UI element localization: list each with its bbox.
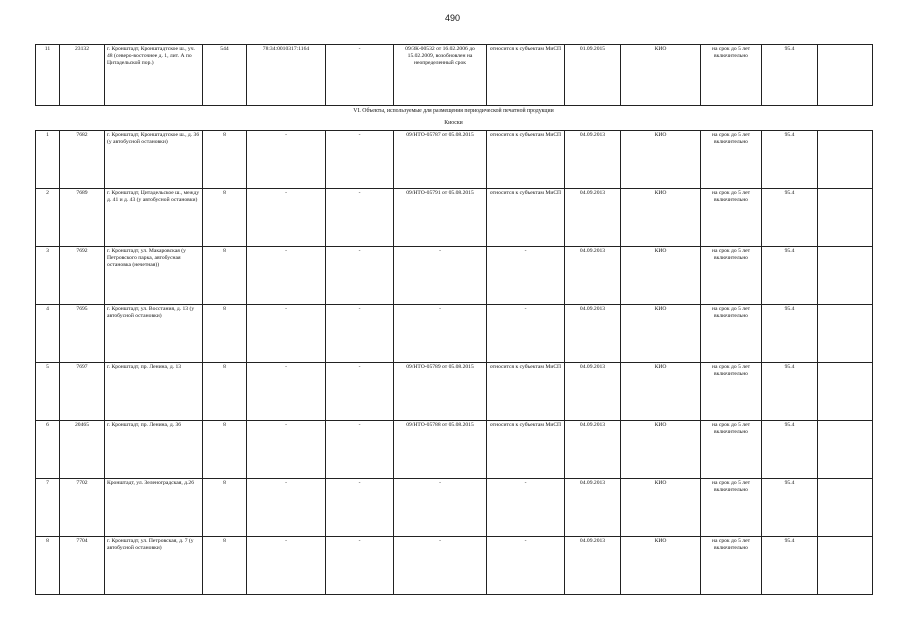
- cell-zone: 95.4: [762, 537, 818, 595]
- cell-term: на срок до 5 лет включительно: [701, 537, 762, 595]
- cell-status: относится к субъектам МиСП: [487, 421, 565, 479]
- cell-term: на срок до 5 лет включительно: [701, 45, 762, 106]
- cell-col6: -: [326, 247, 394, 305]
- cell-address: г. Кронштадт, Кронштадтское ш., уч. 48 (северо-восточнее д. 1, лит. А по Цитадельской пор.): [105, 45, 203, 106]
- cell-area: 8: [203, 363, 247, 421]
- table-row: [36, 247, 873, 305]
- table-row: [36, 421, 873, 479]
- cell-org: КИО: [621, 479, 701, 537]
- cell-id: 7697: [60, 363, 105, 421]
- cell-num: 6: [36, 421, 60, 479]
- table-row: [36, 131, 873, 189]
- cell-term: на срок до 5 лет включительно: [701, 305, 762, 363]
- cell-doc: 09/НТО-05789 от 05.08.2015: [394, 363, 487, 421]
- cell-date: 04.09.2013: [565, 131, 621, 189]
- cell-date: 01.09.2015: [565, 45, 621, 106]
- cell-zone: 95.4: [762, 421, 818, 479]
- cell-col6: -: [326, 305, 394, 363]
- cell-area: 8: [203, 537, 247, 595]
- cell-org: КИО: [621, 45, 701, 106]
- cell-org: КИО: [621, 363, 701, 421]
- cell-date: 04.09.2013: [565, 305, 621, 363]
- cell-date: 04.09.2013: [565, 189, 621, 247]
- cell-col6: -: [326, 131, 394, 189]
- cell-zone: 95.4: [762, 45, 818, 106]
- cell-address: Кронштадт, ул. Зеленоградская, д.26: [105, 479, 203, 537]
- cell-area: 8: [203, 247, 247, 305]
- cell-address: г. Кронштадт, ул. Петровская, д. 7 (у автобусной остановки): [105, 537, 203, 595]
- table-row: [36, 537, 873, 595]
- cell-zone: 95.4: [762, 247, 818, 305]
- table-row: [36, 363, 873, 421]
- cell-id: 7704: [60, 537, 105, 595]
- cell-num: 1: [36, 131, 60, 189]
- cell-area: 8: [203, 421, 247, 479]
- cell-date: 04.09.2013: [565, 363, 621, 421]
- cell-last: [818, 363, 873, 421]
- cell-doc: -: [394, 305, 487, 363]
- cell-org: КИО: [621, 131, 701, 189]
- main-table: [35, 130, 873, 595]
- cell-num: 3: [36, 247, 60, 305]
- cell-doc: -: [394, 247, 487, 305]
- cell-num: 8: [36, 537, 60, 595]
- cell-last: [818, 305, 873, 363]
- cell-col6: -: [326, 421, 394, 479]
- cell-last: [818, 479, 873, 537]
- cell-id: 7695: [60, 305, 105, 363]
- cell-col6: -: [326, 479, 394, 537]
- cell-term: на срок до 5 лет включительно: [701, 363, 762, 421]
- cell-status: -: [487, 305, 565, 363]
- cell-num: 2: [36, 189, 60, 247]
- table-row: [36, 479, 873, 537]
- section-subtitle: Киоски: [444, 120, 463, 126]
- cell-address: г. Кронштадт, Цитадельское ш., между д. 41 и д. 43 (у автобусной остановки): [105, 189, 203, 247]
- cell-status: относится к субъектам МиСП: [487, 131, 565, 189]
- cell-org: КИО: [621, 537, 701, 595]
- cell-last: [818, 537, 873, 595]
- cell-area: 8: [203, 305, 247, 363]
- cell-status: -: [487, 537, 565, 595]
- cell-term: на срок до 5 лет включительно: [701, 131, 762, 189]
- cell-status: -: [487, 247, 565, 305]
- cell-cadastre: -: [247, 247, 326, 305]
- cell-col6: -: [326, 537, 394, 595]
- cell-zone: 95.4: [762, 363, 818, 421]
- cell-doc: 09/НТО-05787 от 05.08.2015: [394, 131, 487, 189]
- cell-org: КИО: [621, 189, 701, 247]
- cell-zone: 95.4: [762, 131, 818, 189]
- cell-zone: 95.4: [762, 479, 818, 537]
- cell-term: на срок до 5 лет включительно: [701, 421, 762, 479]
- cell-last: [818, 247, 873, 305]
- cell-id: 7692: [60, 247, 105, 305]
- cell-cadastre: -: [247, 131, 326, 189]
- cell-date: 04.09.2013: [565, 537, 621, 595]
- cell-address: г. Кронштадт, Кронштадтское ш., д. 36 (у автобусной остановки): [105, 131, 203, 189]
- cell-address: г. Кронштадт, ул. Макаровская (у Петровского парка, автобусная остановка (нечетная)): [105, 247, 203, 305]
- cell-num: 4: [36, 305, 60, 363]
- cell-date: 04.09.2013: [565, 479, 621, 537]
- cell-area: 544: [203, 45, 247, 106]
- cell-address: г. Кронштадт, ул. Восстания, д. 13 (у автобусной остановки): [105, 305, 203, 363]
- cell-doc: 09/ЗК-00532 от 16.02.2006 до 15.02.2009, возобновлен на неопределенный срок: [394, 45, 487, 106]
- cell-last: [818, 189, 873, 247]
- cell-cadastre: -: [247, 479, 326, 537]
- cell-area: 8: [203, 131, 247, 189]
- cell-col6: -: [326, 189, 394, 247]
- cell-doc: -: [394, 537, 487, 595]
- cell-zone: 95.4: [762, 189, 818, 247]
- cell-status: относится к субъектам МиСП: [487, 45, 565, 106]
- cell-cadastre: -: [247, 421, 326, 479]
- cell-last: [818, 45, 873, 106]
- cell-cadastre: -: [247, 537, 326, 595]
- cell-term: на срок до 5 лет включительно: [701, 189, 762, 247]
- cell-last: [818, 421, 873, 479]
- cell-status: относится к субъектам МиСП: [487, 363, 565, 421]
- table-row: [36, 189, 873, 247]
- cell-term: на срок до 5 лет включительно: [701, 479, 762, 537]
- cell-doc: 09/НТО-05788 от 05.08.2015: [394, 421, 487, 479]
- cell-id: 23132: [60, 45, 105, 106]
- table-row: [36, 45, 873, 106]
- section-title: VI. Объекты, используемые для размещения периодической печатной продукции: [353, 108, 554, 114]
- cell-id: 20465: [60, 421, 105, 479]
- cell-col6: -: [326, 363, 394, 421]
- cell-doc: -: [394, 479, 487, 537]
- cell-org: КИО: [621, 305, 701, 363]
- cell-address: г. Кронштадт, пр. Ленина, д. 36: [105, 421, 203, 479]
- cell-col6: -: [326, 45, 394, 106]
- cell-id: 7702: [60, 479, 105, 537]
- cell-status: относится к субъектам МиСП: [487, 189, 565, 247]
- cell-doc: 09/НТО-05791 от 05.08.2015: [394, 189, 487, 247]
- cell-area: 8: [203, 189, 247, 247]
- top-table: [35, 44, 873, 106]
- cell-num: 11: [36, 45, 60, 106]
- cell-cadastre: -: [247, 363, 326, 421]
- cell-term: на срок до 5 лет включительно: [701, 247, 762, 305]
- cell-org: КИО: [621, 247, 701, 305]
- table-row: [36, 305, 873, 363]
- cell-org: КИО: [621, 421, 701, 479]
- cell-id: 7682: [60, 131, 105, 189]
- cell-num: 5: [36, 363, 60, 421]
- cell-cadastre: -: [247, 189, 326, 247]
- cell-date: 04.09.2013: [565, 247, 621, 305]
- cell-last: [818, 131, 873, 189]
- cell-date: 04.09.2013: [565, 421, 621, 479]
- cell-cadastre: 78:34:0010317:1164: [247, 45, 326, 106]
- page-number: 490: [444, 13, 461, 23]
- cell-address: г. Кронштадт, пр. Ленина, д. 13: [105, 363, 203, 421]
- cell-cadastre: -: [247, 305, 326, 363]
- cell-num: 7: [36, 479, 60, 537]
- cell-status: -: [487, 479, 565, 537]
- cell-id: 7689: [60, 189, 105, 247]
- cell-area: 8: [203, 479, 247, 537]
- cell-zone: 95.4: [762, 305, 818, 363]
